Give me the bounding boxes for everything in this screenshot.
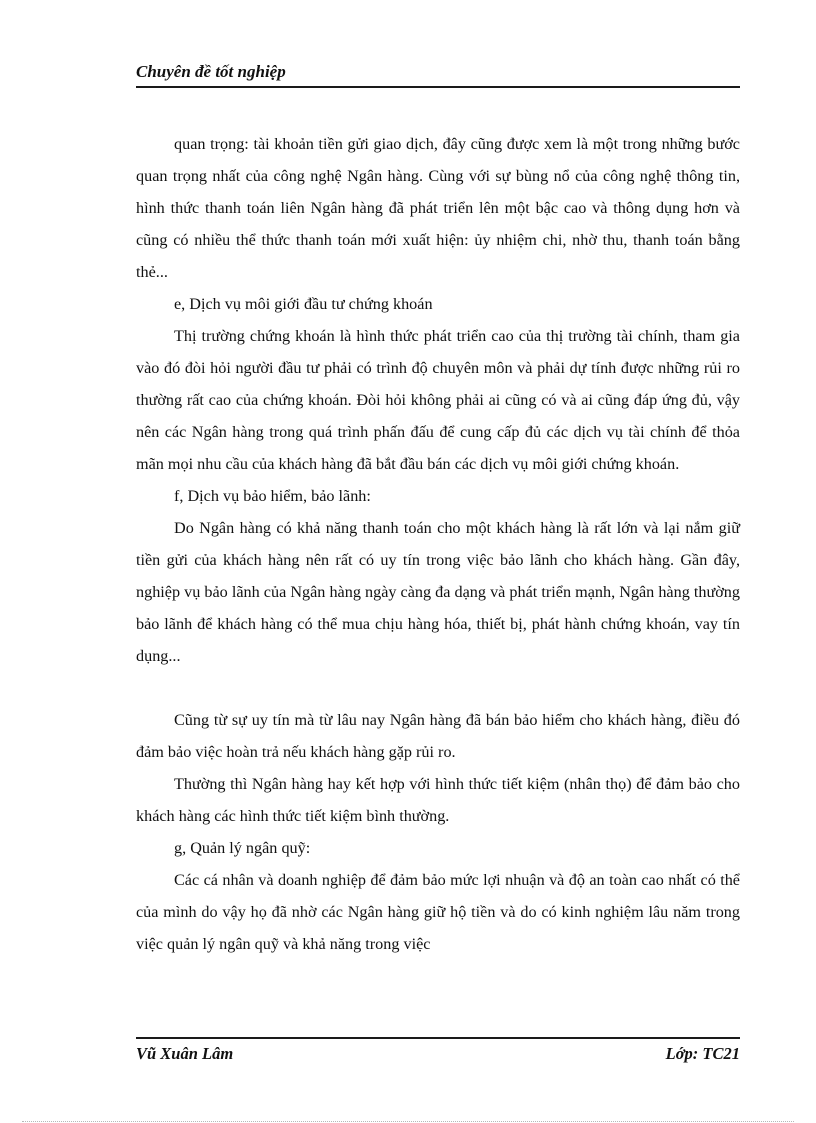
page-footer [136,1037,740,1069]
section-heading-e: e, Dịch vụ môi giới đầu tư chứng khoán [174,295,433,313]
section-heading-g: g, Quản lý ngân quỹ: [174,839,311,857]
page-header [136,60,740,88]
header-title: Chuyên đề tốt nghiệp [136,62,286,81]
paragraph: Thường thì Ngân hàng hay kết hợp với hình thức tiết kiệm (nhân thọ) để đảm bảo cho khách hàng các hình thức tiết kiệm bình thường. [136,775,740,825]
paragraph: Các cá nhân và doanh nghiệp để đảm bảo mức lợi nhuận và độ an toàn cao nhất có thể của mình do vậy họ đã nhờ các Ngân hàng giữ hộ tiền và do có kinh nghiệm lâu năm trong việc quản lý ngân quỹ và khả năng trong việc [136,871,740,953]
body-text [136,128,740,960]
paragraph: Thị trường chứng khoán là hình thức phát triển cao của thị trường tài chính, tham gia vào đó đòi hỏi người đầu tư phải có trình độ chuyên môn và phải dự tính được những rủi ro thường rất cao của chứng khoán. Đòi hỏi không phải ai cũng có và ai cũng đáp ứng đủ, vậy nên các Ngân hàng trong quá trình phấn đấu để cung cấp đủ các dịch vụ tài chính để thỏa mãn mọi nhu cầu của khách hàng đã bắt đầu bán các dịch vụ môi giới chứng khoán. [136,327,740,473]
paragraph: quan trọng: tài khoản tiền gửi giao dịch, đây cũng được xem là một trong những bước quan trọng nhất của công nghệ Ngân hàng. Cùng với sự bùng nổ của công nghệ thông tin, hình thức thanh toán liên Ngân hàng đã phát triển lên một bậc cao và thông dụng hơn và cũng có nhiều thể thức thanh toán mới xuất hiện: ủy nhiệm chi, nhờ thu, thanh toán bằng thẻ... [136,135,740,281]
paragraph: Do Ngân hàng có khả năng thanh toán cho một khách hàng là rất lớn và lại nắm giữ tiền gửi của khách hàng nên rất có uy tín trong việc bảo lãnh cho khách hàng. Gần đây, nghiệp vụ bảo lãnh của Ngân hàng ngày càng đa dạng và phát triển mạnh, Ngân hàng thường bảo lãnh để khách hàng có thể mua chịu hàng hóa, thiết bị, phát hành chứng khoán, vay tín dụng... [136,519,740,665]
section-heading-f: f, Dịch vụ bảo hiểm, bảo lãnh: [174,487,371,505]
paragraph: Cũng từ sự uy tín mà từ lâu nay Ngân hàng đã bán bảo hiểm cho khách hàng, điều đó đảm bảo việc hoàn trả nếu khách hàng gặp rủi ro. [136,711,740,761]
footer-author: Vũ Xuân Lâm [136,1044,234,1063]
footer-class: Lớp: TC21 [665,1044,740,1063]
page-bottom-edge [22,1121,794,1122]
